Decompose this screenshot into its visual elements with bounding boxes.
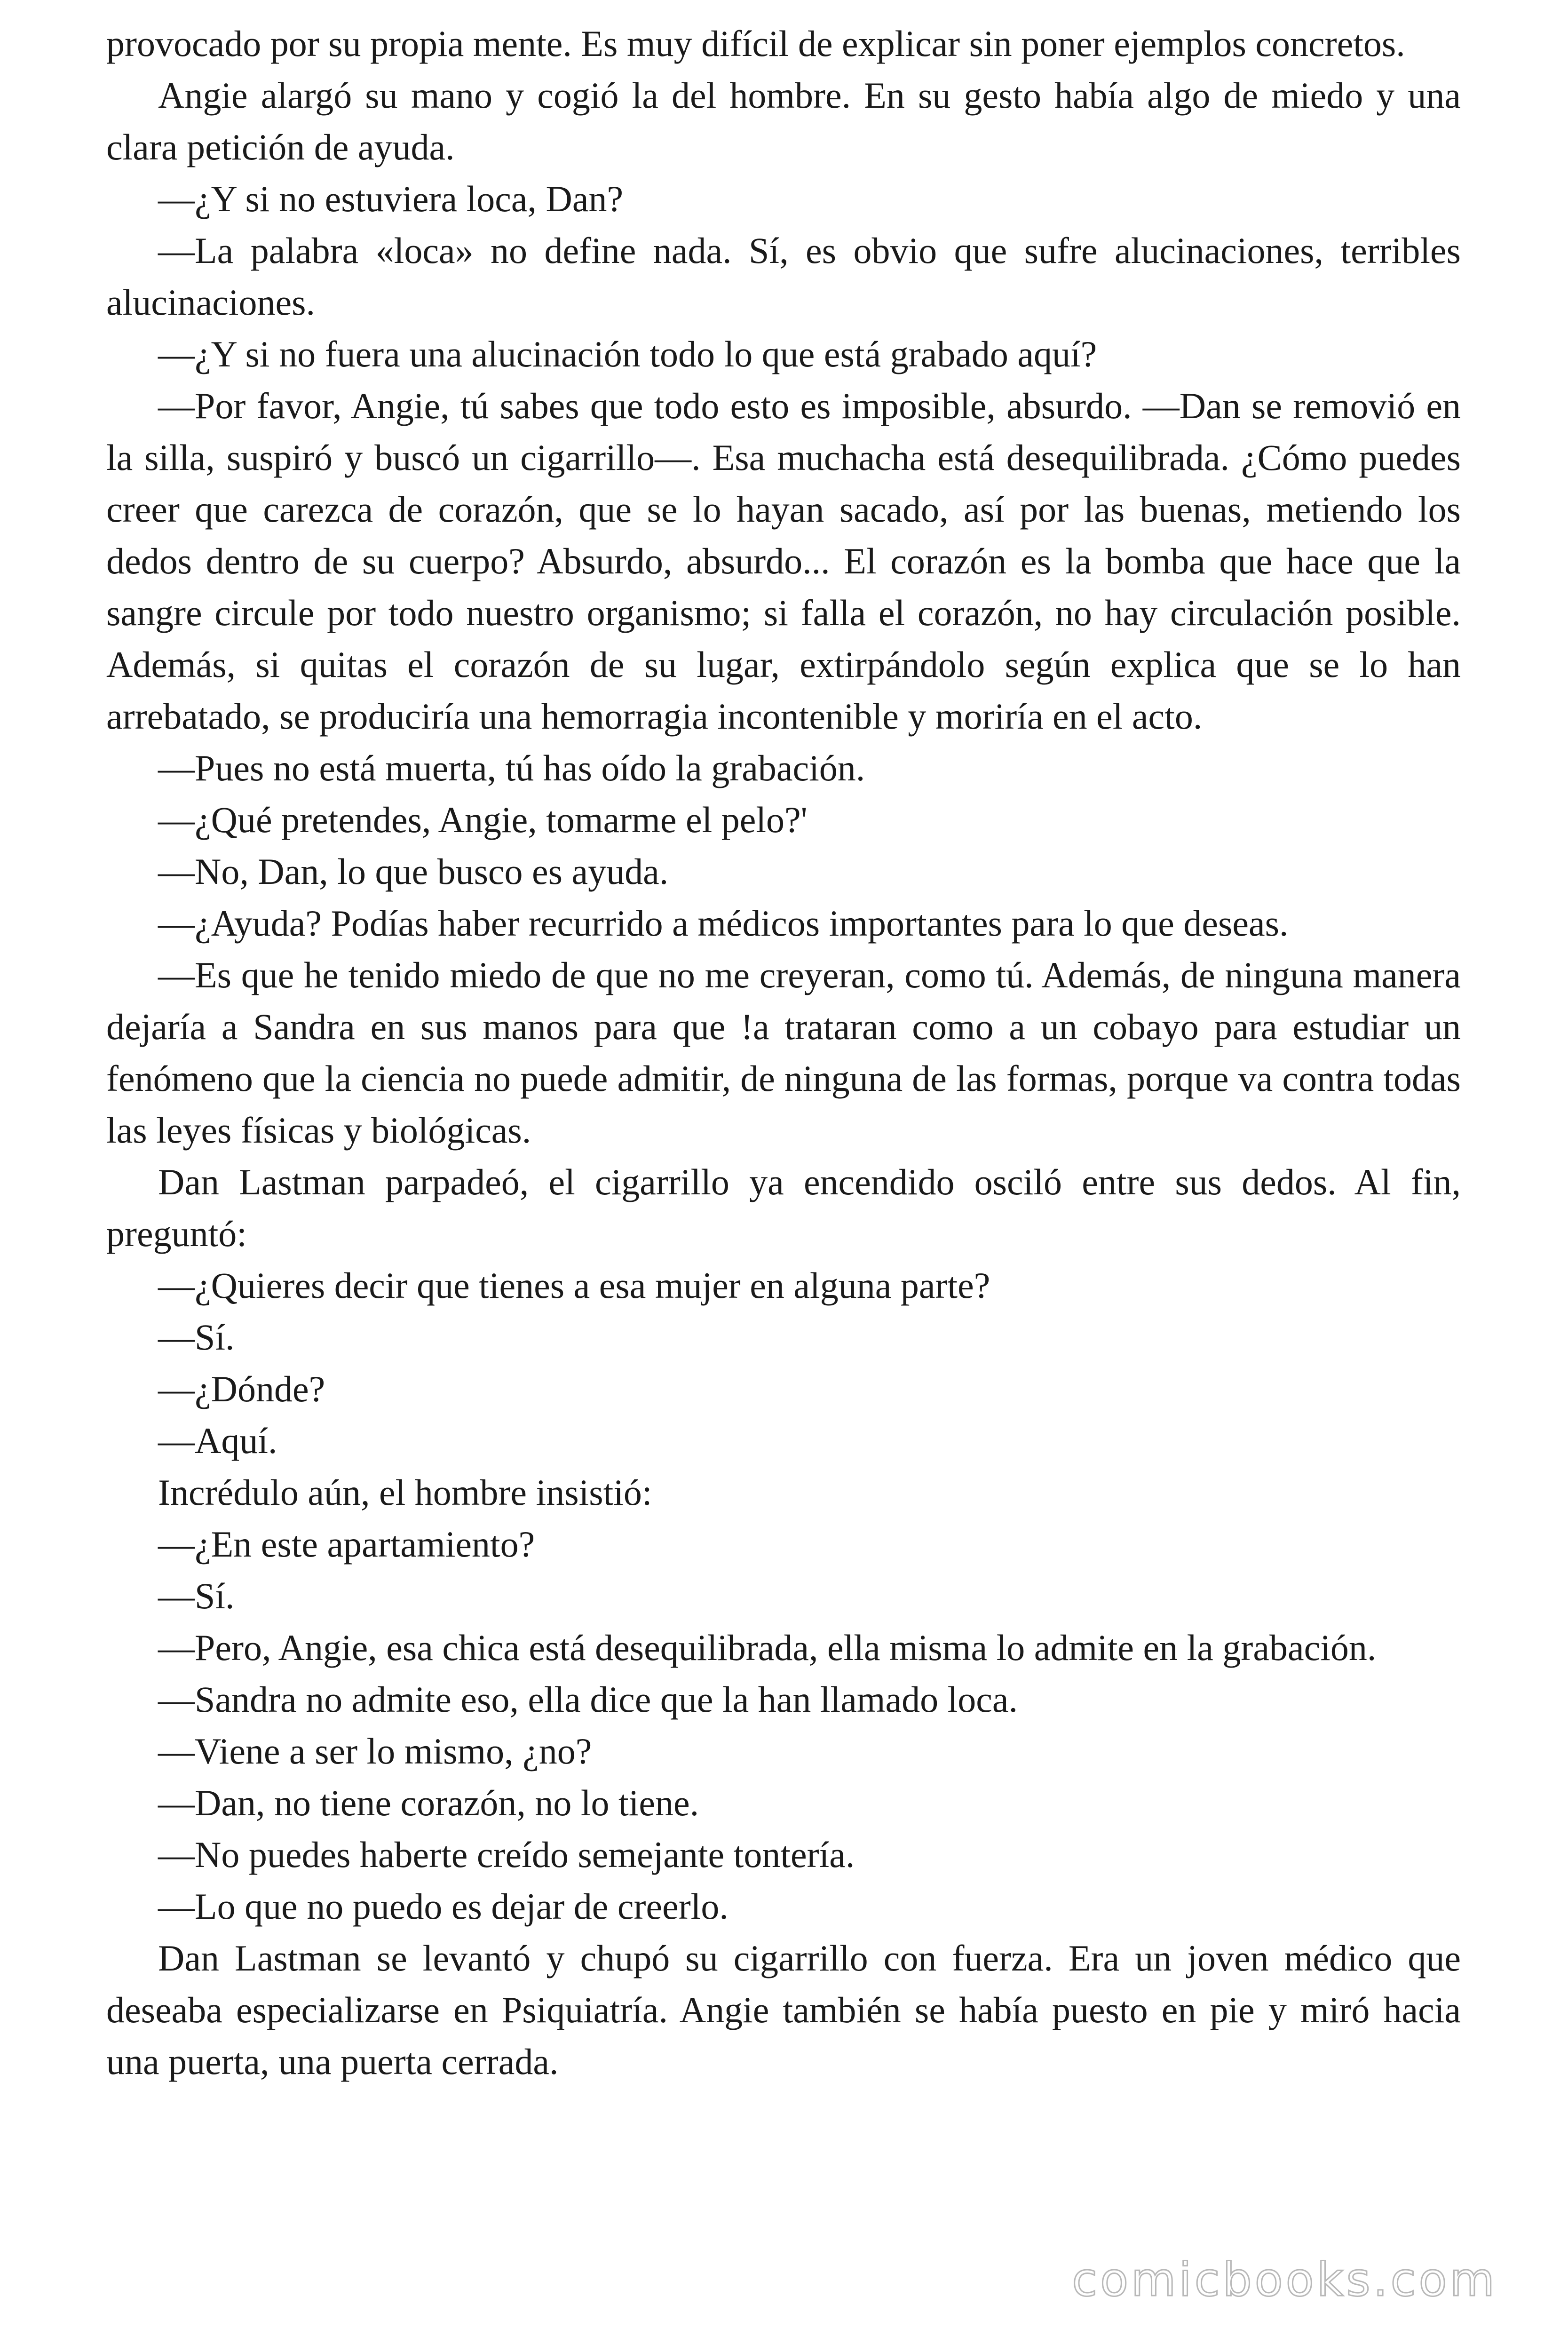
paragraph: —No puedes haberte creído semejante tontería.: [158, 1834, 855, 1875]
watermark: comicbooks.com: [1072, 2253, 1497, 2307]
paragraph: —Sandra no admite eso, ella dice que la han llamado loca.: [158, 1679, 1018, 1720]
paragraph: —Dan, no tiene corazón, no lo tiene.: [158, 1782, 699, 1823]
paragraph: —No, Dan, lo que busco es ayuda.: [158, 851, 669, 892]
paragraph: Dan Lastman se levantó y chupó su cigarrillo con fuerza. Era un joven médico que deseaba especializarse en Psiquiatría. Angie también se había puesto en pie y miró hacia una puerta, una puerta cerrada.: [106, 1938, 1461, 2082]
paragraph: provocado por su propia mente. Es muy difícil de explicar sin poner ejemplos concretos.: [106, 23, 1405, 64]
paragraph: —Viene a ser lo mismo, ¿no?: [158, 1731, 592, 1772]
paragraph: —Sí.: [158, 1317, 235, 1358]
paragraph: Incrédulo aún, el hombre insistió:: [158, 1472, 652, 1513]
paragraph: Dan Lastman parpadeó, el cigarrillo ya encendido osciló entre sus dedos. Al fin, preguntó:: [106, 1161, 1461, 1254]
paragraph: —Pero, Angie, esa chica está desequilibrada, ella misma lo admite en la grabación.: [158, 1627, 1377, 1668]
paragraph: —Por favor, Angie, tú sabes que todo esto es imposible, absurdo. —Dan se removió en la silla, suspiró y buscó un cigarrillo—. Esa muchacha está desequilibrada. ¿Cómo puedes creer que carezca de corazón, que se lo hayan sacado, así por las buenas, metiendo los dedos dentro de su cuerpo? Absurdo, absurdo... El corazón es la bomba que hace que la sangre circule por todo nuestro organismo; si falla el corazón, no hay circulación posible. Además, si quitas el corazón de su lugar, extirpándolo según explica que se lo han arrebatado, se produciría una hemorragia incontenible y moriría en el acto.: [106, 385, 1461, 737]
page-body: [106, 18, 1461, 2088]
paragraph: —Sí.: [158, 1575, 235, 1616]
paragraph: Angie alargó su mano y cogió la del hombre. En su gesto había algo de miedo y una clara petición de ayuda.: [106, 75, 1461, 167]
paragraph: —La palabra «loca» no define nada. Sí, es obvio que sufre alucinaciones, terribles alucinaciones.: [106, 230, 1461, 323]
paragraph: —¿En este apartamiento?: [158, 1524, 535, 1565]
paragraph: —Pues no está muerta, tú has oído la grabación.: [158, 747, 865, 788]
paragraph: —Aquí.: [158, 1420, 277, 1461]
paragraph: —¿Dónde?: [158, 1368, 325, 1409]
paragraph: —Es que he tenido miedo de que no me creyeran, como tú. Además, de ninguna manera dejaría a Sandra en sus manos para que !a trataran como a un cobayo para estudiar un fenómeno que la ciencia no puede admitir, de ninguna de las formas, porque va contra todas las leyes físicas y biológicas.: [106, 954, 1461, 1151]
paragraph: —¿Y si no fuera una alucinación todo lo que está grabado aquí?: [158, 334, 1097, 374]
paragraph: —¿Y si no estuviera loca, Dan?: [158, 178, 624, 219]
paragraph: —¿Ayuda? Podías haber recurrido a médicos importantes para lo que deseas.: [158, 903, 1289, 944]
paragraph: —¿Quieres decir que tienes a esa mujer en alguna parte?: [158, 1265, 990, 1306]
paragraph: —Lo que no puedo es dejar de creerlo.: [158, 1886, 729, 1927]
paragraph: —¿Qué pretendes, Angie, tomarme el pelo?': [158, 799, 808, 840]
